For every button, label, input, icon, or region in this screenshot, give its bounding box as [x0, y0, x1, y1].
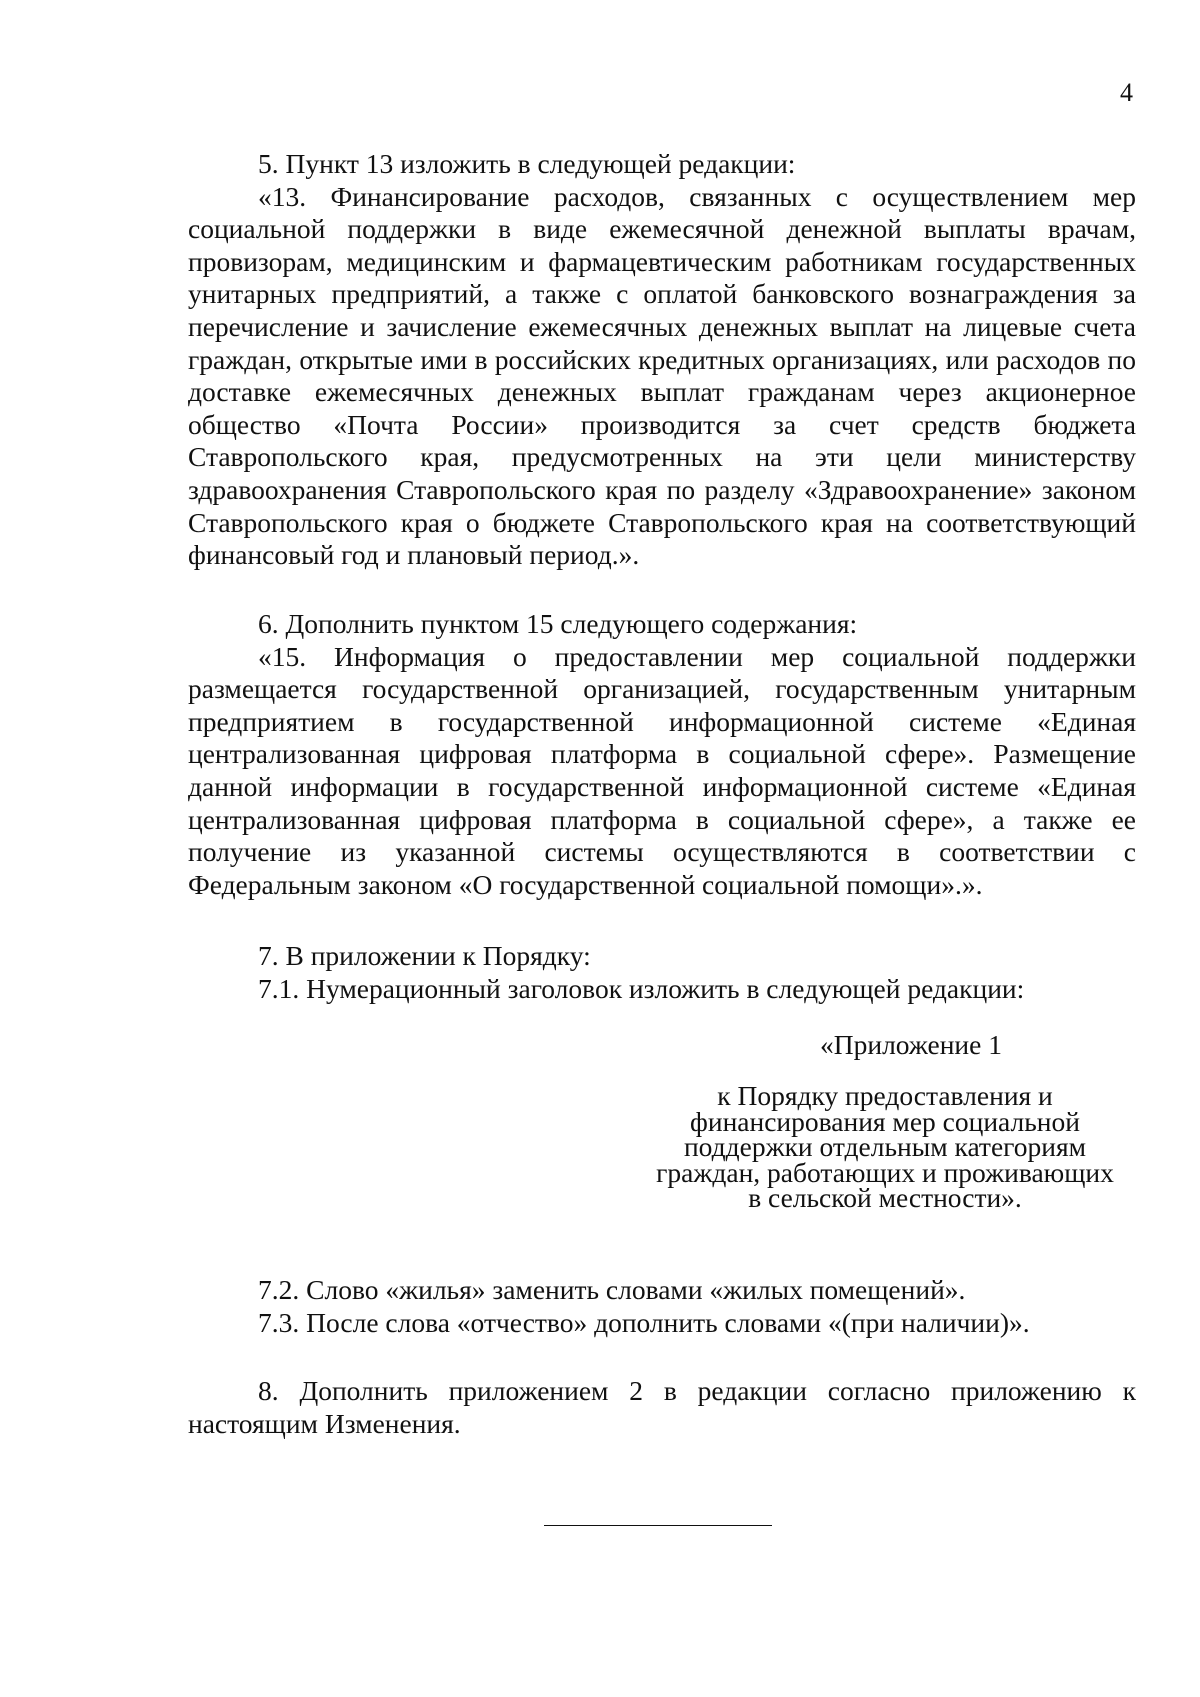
appendix-title: «Приложение 1: [820, 1029, 1002, 1060]
section-5-heading: 5. Пункт 13 изложить в следующей редакции:: [258, 148, 796, 179]
appendix-caption: [640, 1080, 1130, 1213]
section-7-heading: 7. В приложении к Порядку:: [258, 940, 591, 971]
section-6-heading: 6. Дополнить пунктом 15 следующего содержания:: [258, 608, 858, 639]
page-number: 4: [1120, 78, 1133, 107]
end-divider: [544, 1525, 772, 1526]
section-7-item-1: 7.1. Нумерационный заголовок изложить в следующей редакции:: [258, 972, 1025, 1004]
section-5-text: «13. Финансирование расходов, связанных с осуществлением мер социальной поддержки в виде ежемесячной денежной выплаты врачам, провизорам, медицинским и фармацевтическим работникам государственных унитарных предприятий, а также с оплатой банковского вознаграждения за перечисление и зачисление ежемесячных денежных выплат на лицевые счета граждан, открытые ими в российских кредитных организациях, или расходов по доставке ежемесячных денежных выплат гражданам через акционерное общество «Почта России» производится за счет средств бюджета Ставропольского края, предусмотренных на эти цели министерству здравоохранения Ставропольского края по разделу «Здравоохранение» законом Ставропольского края о бюджете Ставропольского края на соответствующий финансовый год и плановый период.».: [188, 180, 1136, 571]
appendix-caption-line: в сельской местности».: [748, 1182, 1022, 1213]
section-8: [188, 1375, 1136, 1440]
section-7-item-3: 7.3. После слова «отчество» дополнить словами «(при наличии)».: [258, 1306, 1030, 1338]
appendix-caption-line: граждан, работающих и проживающих: [656, 1156, 1114, 1188]
section-7: [188, 940, 1136, 1005]
section-7-item-2: 7.2. Слово «жилья» заменить словами «жилых помещений».: [258, 1274, 966, 1305]
section-6-text: «15. Информация о предоставлении мер социальной поддержки размещается государственной организацией, государственным унитарным предприятием в государственной информационной системе «Единая централизованная цифровая платформа в социальной сфере». Размещение данной информации в государственной информационной системе «Единая централизованная цифровая платформа в социальной сфере», а также ее получение из указанной системы осуществляются в соответствии с Федеральным законом «О государственной социальной помощи».».: [188, 640, 1136, 900]
section-7-continued: [188, 1274, 1136, 1339]
section-8-text: 8. Дополнить приложением 2 в редакции согласно приложению к настоящим Изменения.: [188, 1375, 1136, 1439]
appendix-caption-line: к Порядку предоставления и: [717, 1080, 1053, 1111]
section-6: [188, 608, 1136, 901]
appendix-caption-line: финансирования мер социальной: [690, 1105, 1080, 1137]
appendix-caption-line: поддержки отдельным категориям: [683, 1131, 1087, 1162]
section-5: [188, 148, 1136, 572]
